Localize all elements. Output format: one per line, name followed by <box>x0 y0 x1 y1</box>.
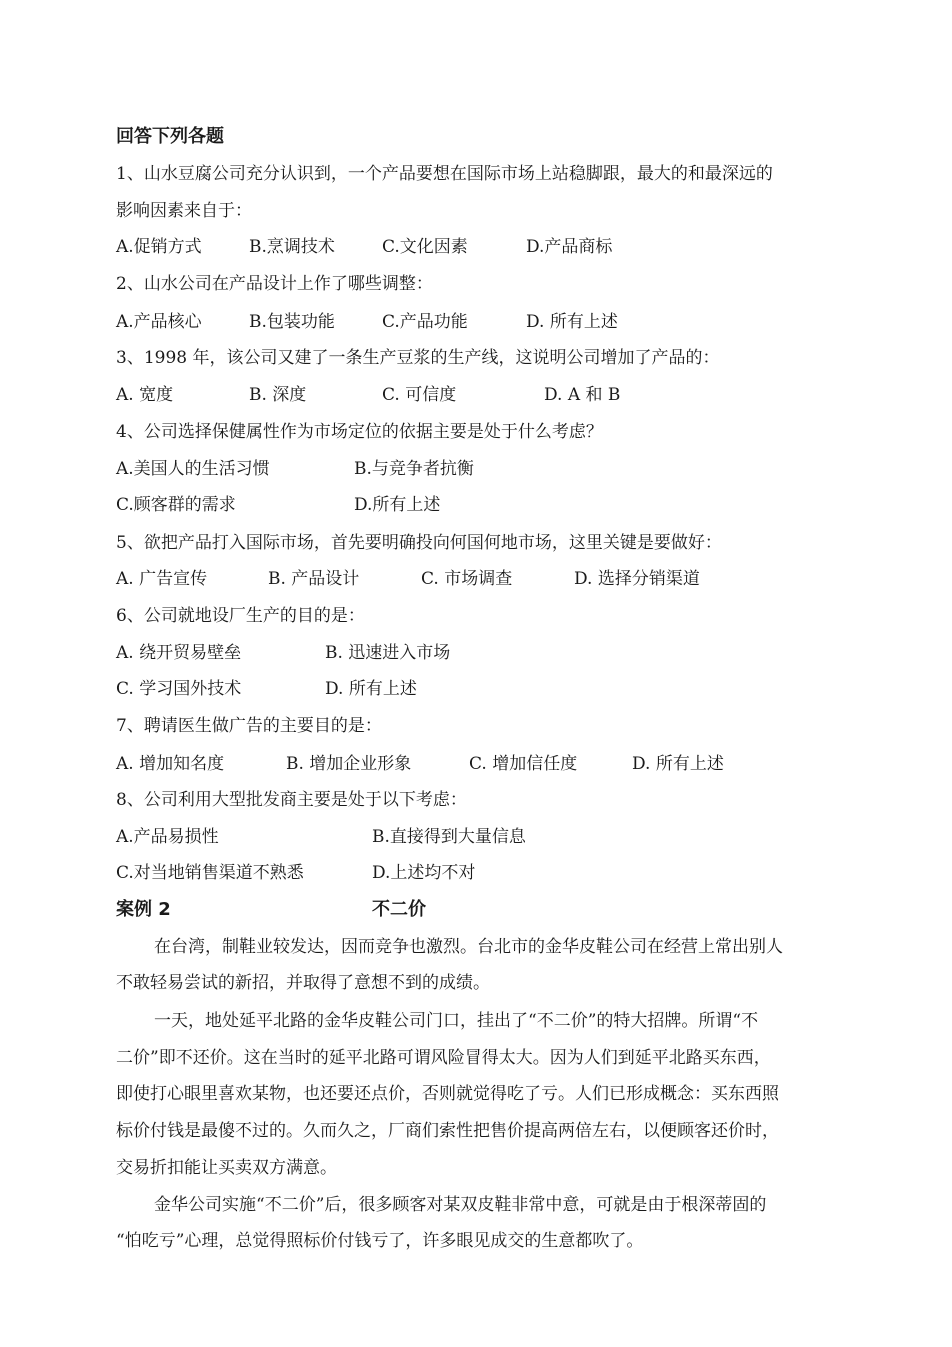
option-b: B.与竞争者抗衡 <box>354 459 474 479</box>
option-a: A. 绕开贸易壁垒 <box>116 643 242 663</box>
question-6-line-1: 6、公司就地设厂生产的目的是： <box>116 606 365 626</box>
case-paragraph-2-line-3: 即使打心眼里喜欢某物，也还要还点价，否则就觉得吃了亏。人们已形成概念：买东西照 <box>116 1084 779 1104</box>
case-paragraph-1-line-1: 在台湾，制鞋业较发达，因而竞争也激烈。台北市的金华皮鞋公司在经营上常出别人 <box>154 937 783 957</box>
question-7-line-1: 7、聘请医生做广告的主要目的是： <box>116 716 382 736</box>
option-d: D. A 和 B <box>544 385 621 405</box>
case-paragraph-2-line-5: 交易折扣能让买卖双方满意。 <box>116 1158 337 1178</box>
question-4-line-1: 4、公司选择保健属性作为市场定位的依据主要是处于什么考虑？ <box>116 422 603 442</box>
option-d: D.产品商标 <box>526 237 613 257</box>
question-8-line-1: 8、公司利用大型批发商主要是处于以下考虑： <box>116 790 467 810</box>
question-5-line-1: 5、欲把产品打入国际市场，首先要明确投向何国何地市场，这里关键是要做好： <box>116 533 722 553</box>
case-label: 案例 2 <box>116 899 171 920</box>
option-d: D. 所有上述 <box>325 679 417 699</box>
section-heading: 回答下列各题 <box>116 126 224 147</box>
option-d: D. 选择分销渠道 <box>574 569 700 589</box>
option-c: C. 学习国外技术 <box>116 679 242 699</box>
option-b: B. 增加企业形象 <box>286 754 412 774</box>
case-paragraph-2-line-2: 二价”即不还价。这在当时的延平北路可谓风险冒得太大。因为人们到延平北路买东西， <box>116 1048 771 1068</box>
option-d: D.上述均不对 <box>372 863 476 883</box>
option-c: C. 可信度 <box>382 385 457 405</box>
option-b: B.包装功能 <box>249 312 335 332</box>
option-a: A.促销方式 <box>116 237 202 257</box>
option-d: D. 所有上述 <box>526 312 618 332</box>
question-3-line-1: 3、1998 年，该公司又建了一条生产豆浆的生产线，这说明公司增加了产品的： <box>116 348 720 368</box>
option-a: A. 广告宣传 <box>116 569 208 589</box>
question-1-line-1: 1、山水豆腐公司充分认识到，一个产品要想在国际市场上站稳脚跟，最大的和最深远的 <box>116 164 773 184</box>
case-paragraph-3-line-2: “怕吃亏”心理，总觉得照标价付钱亏了，许多眼见成交的生意都吹了。 <box>116 1231 644 1251</box>
option-b: B. 深度 <box>249 385 307 405</box>
option-b: B.烹调技术 <box>249 237 335 257</box>
option-c: C.产品功能 <box>382 312 468 332</box>
option-a: A. 宽度 <box>116 385 174 405</box>
question-1-line-2: 影响因素来自于： <box>116 201 252 221</box>
option-c: C.对当地销售渠道不熟悉 <box>116 863 304 883</box>
option-c: C. 增加信任度 <box>469 754 578 774</box>
option-c: C. 市场调查 <box>421 569 513 589</box>
option-c: C.文化因素 <box>382 237 468 257</box>
option-a: A.美国人的生活习惯 <box>116 459 270 479</box>
option-b: B. 迅速进入市场 <box>325 643 451 663</box>
case-paragraph-1-line-2: 不敢轻易尝试的新招，并取得了意想不到的成绩。 <box>116 973 490 993</box>
case-paragraph-2-line-4: 标价付钱是最傻不过的。久而久之，厂商们索性把售价提高两倍左右，以便顾客还价时， <box>116 1121 779 1141</box>
option-d: D. 所有上述 <box>632 754 724 774</box>
option-b: B.直接得到大量信息 <box>372 827 526 847</box>
option-a: A. 增加知名度 <box>116 754 225 774</box>
option-a: A.产品易损性 <box>116 827 219 847</box>
option-b: B. 产品设计 <box>268 569 360 589</box>
case-paragraph-3-line-1: 金华公司实施“不二价”后，很多顾客对某双皮鞋非常中意，可就是由于根深蒂固的 <box>154 1195 767 1215</box>
question-2-line-1: 2、山水公司在产品设计上作了哪些调整： <box>116 274 433 294</box>
case-paragraph-2-line-1: 一天，地处延平北路的金华皮鞋公司门口，挂出了“不二价”的特大招牌。所谓“不 <box>154 1011 759 1031</box>
option-c: C.顾客群的需求 <box>116 495 236 515</box>
option-a: A.产品核心 <box>116 312 202 332</box>
option-d: D.所有上述 <box>354 495 441 515</box>
case-title: 不二价 <box>372 899 426 920</box>
